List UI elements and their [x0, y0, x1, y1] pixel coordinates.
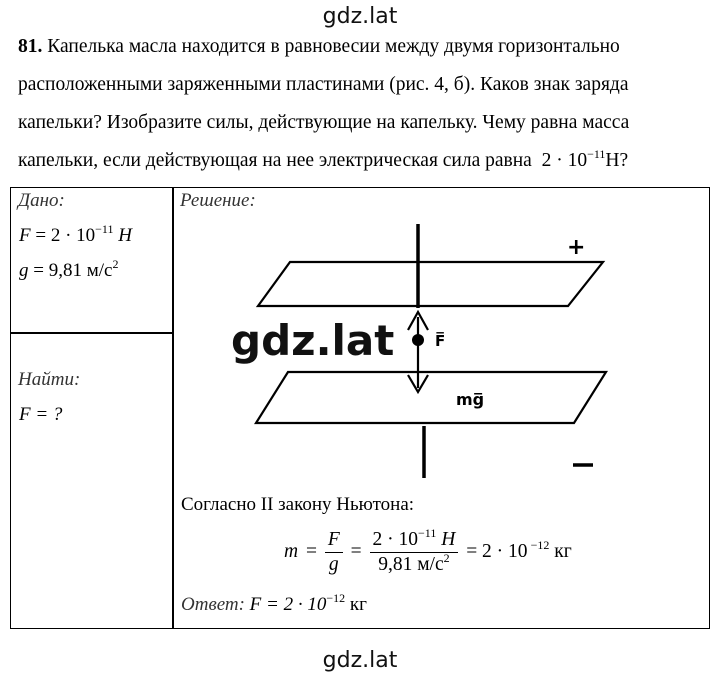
problem-line-2: расположенными заряженными пластинами (рис. 4, б). Каков знак заряда [18, 74, 629, 95]
plus-sign: + [567, 235, 586, 260]
problem-force-value: 2 · 10 [541, 150, 588, 171]
formula-eq-1: = [305, 540, 317, 562]
fraction-2-numerator [370, 528, 459, 553]
table-divider-horizontal [11, 332, 172, 334]
formula-fraction-2 [370, 528, 459, 577]
problem-number: 81. [18, 36, 43, 57]
given-force [19, 222, 132, 247]
oil-droplet [412, 334, 424, 346]
formula-fraction-1 [325, 528, 343, 577]
problem-line-4 [18, 142, 700, 180]
find-label: Найти: [18, 369, 81, 390]
problem-line-1 [18, 28, 700, 66]
formula-result: = 2 · 10 [466, 540, 528, 562]
electric-force-label: F̅ [435, 332, 446, 350]
given-force-eq: = 2 · 10 [30, 225, 96, 246]
given-gravity [19, 257, 119, 282]
gravity-force-label: mg̅ [456, 390, 485, 409]
fraction-2-num-unit: Н [436, 529, 456, 550]
newton-law-text: Согласно II закону Ньютона: [181, 494, 415, 515]
given-force-var: F [19, 225, 31, 246]
mass-formula [284, 528, 572, 577]
fraction-2-den-value: 9,81 м/с [378, 554, 444, 575]
problem-force-unit: Н? [605, 150, 629, 171]
watermark-top: gdz.lat [322, 4, 398, 29]
answer-line [181, 591, 367, 616]
answer-unit: кг [345, 594, 367, 615]
problem-line-4-text: капельки, если действующая на нее электрическая сила равна [18, 150, 532, 171]
watermark-middle: gdz.lat [231, 316, 395, 365]
watermark-bottom: gdz.lat [322, 648, 398, 673]
fraction-2-den-exp: 2 [443, 551, 450, 565]
solution-label: Решение: [180, 190, 256, 211]
given-gravity-var: g [19, 260, 29, 281]
table-divider-vertical [172, 188, 174, 628]
formula-result-unit: кг [549, 540, 572, 562]
given-label: Дано: [18, 190, 65, 211]
fraction-2-num-exp: −11 [418, 526, 437, 540]
answer-exp: −12 [326, 591, 346, 605]
formula-eq-2: = [350, 540, 362, 562]
fraction-2-denominator [370, 553, 459, 577]
fraction-1-denominator: g [328, 554, 339, 575]
formula-mass-var: m [284, 540, 299, 562]
problem-statement [18, 28, 700, 180]
bottom-plate [256, 372, 606, 423]
problem-line-1-text: Капелька масла находится в равновесии между двумя горизонтально [47, 36, 620, 57]
formula-result-exp: −12 [530, 537, 550, 552]
problem-force-exp: −11 [587, 147, 606, 161]
find-expression: F = ? [19, 404, 63, 425]
answer-expression: F = 2 · 10 [249, 594, 327, 615]
given-gravity-eq: = 9,81 м/с [28, 260, 113, 281]
fraction-1-numerator: F [325, 528, 343, 553]
given-gravity-exp: 2 [112, 257, 119, 271]
answer-label: Ответ: [181, 594, 245, 615]
top-plate [258, 262, 603, 306]
problem-line-3: капельки? Изобразите силы, действующие на капельку. Чему равна масса [18, 112, 630, 133]
fraction-2-num-value: 2 · 10 [372, 529, 419, 550]
given-force-unit: Н [113, 225, 132, 246]
given-force-exp: −11 [95, 222, 114, 236]
